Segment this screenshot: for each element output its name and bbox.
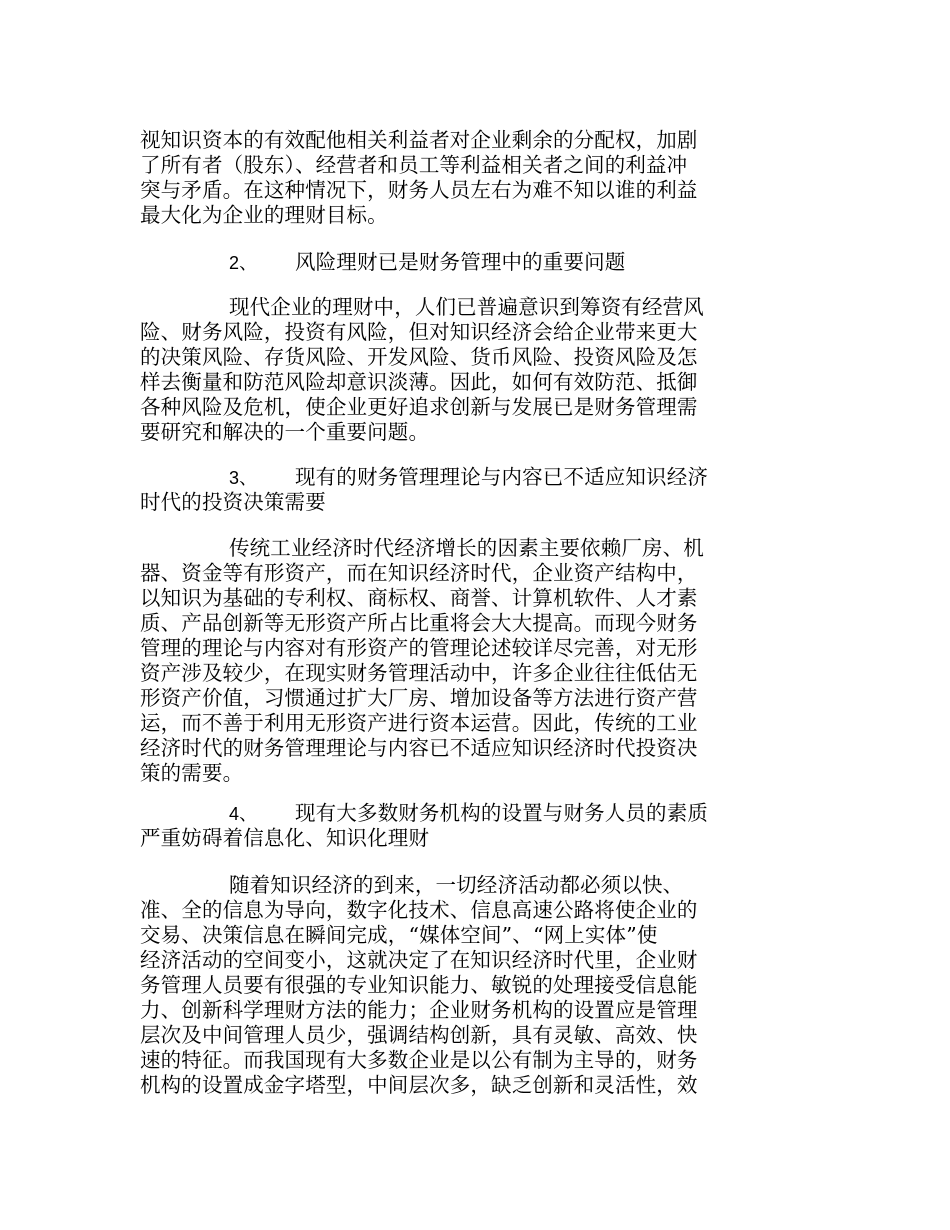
section-heading-3 xyxy=(140,465,730,515)
section-heading-4 xyxy=(140,801,730,851)
paragraph-line: 最大化为企业的理财目标。 xyxy=(140,203,388,227)
heading-text: 现有大多数财务机构的设置与财务人员的素质 xyxy=(295,801,708,825)
heading-line xyxy=(140,801,730,826)
paragraph-line: 的决策风险、存货风险、开发风险、货币风险、投资风险及怎 xyxy=(140,345,698,369)
paragraph-line: 随着知识经济的到来，一切经济活动都必须以快、 xyxy=(229,873,684,897)
paragraph-1 xyxy=(140,128,730,228)
paragraph-line: 务管理人员要有很强的专业知识能力、敏锐的处理接受信息能 xyxy=(140,973,698,997)
paragraph-line: 经济时代的财务管理理论与内容已不适应知识经济时代投资决 xyxy=(140,736,698,760)
heading-number: 4、 xyxy=(229,804,258,824)
paragraph-4 xyxy=(140,873,730,1098)
paragraph-line: 各种风险及危机，使企业更好追求创新与发展已是财务管理需 xyxy=(140,395,698,419)
heading-line xyxy=(140,250,730,275)
heading-line xyxy=(140,465,730,490)
paragraph-line: 运，而不善于利用无形资产进行资本运营。因此，传统的工业 xyxy=(140,711,698,735)
paragraph-line: 层次及中间管理人员少，强调结构创新，具有灵敏、高效、快 xyxy=(140,1023,698,1047)
heading-number: 2、 xyxy=(229,253,258,273)
paragraph-line: 险、财务风险，投资有风险，但对知识经济会给企业带来更大 xyxy=(140,320,698,344)
paragraph-line: 管理的理论与内容对有形资产的管理论述较详尽完善，对无形 xyxy=(140,636,698,660)
section-heading-2 xyxy=(140,250,730,275)
paragraph-2 xyxy=(140,295,730,445)
heading-text: 现有的财务管理理论与内容已不适应知识经济 xyxy=(295,465,708,489)
paragraph-line: 要研究和解决的一个重要问题。 xyxy=(140,420,430,444)
paragraph-line: 现代企业的理财中，人们已普遍意识到筹资有经营风 xyxy=(229,295,704,319)
paragraph-line: 机构的设置成金字塔型，中间层次多，缺乏创新和灵活性，效 xyxy=(140,1073,698,1097)
paragraph-line: 速的特征。而我国现有大多数企业是以公有制为主导的，财务 xyxy=(140,1048,698,1072)
paragraph-line: 力、创新科学理财方法的能力；企业财务机构的设置应是管理 xyxy=(140,998,698,1022)
heading-number: 3、 xyxy=(229,468,258,488)
heading-line: 时代的投资决策需要 xyxy=(140,490,326,514)
paragraph-line: 经济活动的空间变小，这就决定了在知识经济时代里，企业财 xyxy=(140,948,698,972)
paragraph-line: 质、产品创新等无形资产所占比重将会大大提高。而现今财务 xyxy=(140,611,698,635)
paragraph-line: 了所有者（股东）、经营者和员工等利益相关者之间的利益冲 xyxy=(140,153,688,177)
heading-line: 严重妨碍着信息化、知识化理财 xyxy=(140,826,430,850)
paragraph-line: 器、资金等有形资产，而在知识经济时代，企业资产结构中， xyxy=(140,561,698,585)
paragraph-line: 以知识为基础的专利权、商标权、商誉、计算机软件、人才素 xyxy=(140,586,698,610)
paragraph-line: 样去衡量和防范风险却意识淡薄。因此，如何有效防范、抵御 xyxy=(140,370,698,394)
paragraph-line: 交易、决策信息在瞬间完成，“媒体空间”、“网上实体”使 xyxy=(140,923,658,947)
paragraph-line: 视知识资本的有效配他相关利益者对企业剩余的分配权，加剧 xyxy=(140,128,698,152)
paragraph-line: 突与矛盾。在这种情况下，财务人员左右为难不知以谁的利益 xyxy=(140,178,698,202)
heading-text: 风险理财已是财务管理中的重要问题 xyxy=(295,250,626,274)
paragraph-line: 准、全的信息为导向，数字化技术、信息高速公路将使企业的 xyxy=(140,898,698,922)
paragraph-line: 资产涉及较少，在现实财务管理活动中，许多企业往往低估无 xyxy=(140,661,698,685)
paragraph-line: 形资产价值，习惯通过扩大厂房、增加设备等方法进行资产营 xyxy=(140,686,698,710)
paragraph-3 xyxy=(140,536,730,786)
paragraph-line: 策的需要。 xyxy=(140,761,244,785)
paragraph-line: 传统工业经济时代经济增长的因素主要依赖厂房、机 xyxy=(229,536,704,560)
